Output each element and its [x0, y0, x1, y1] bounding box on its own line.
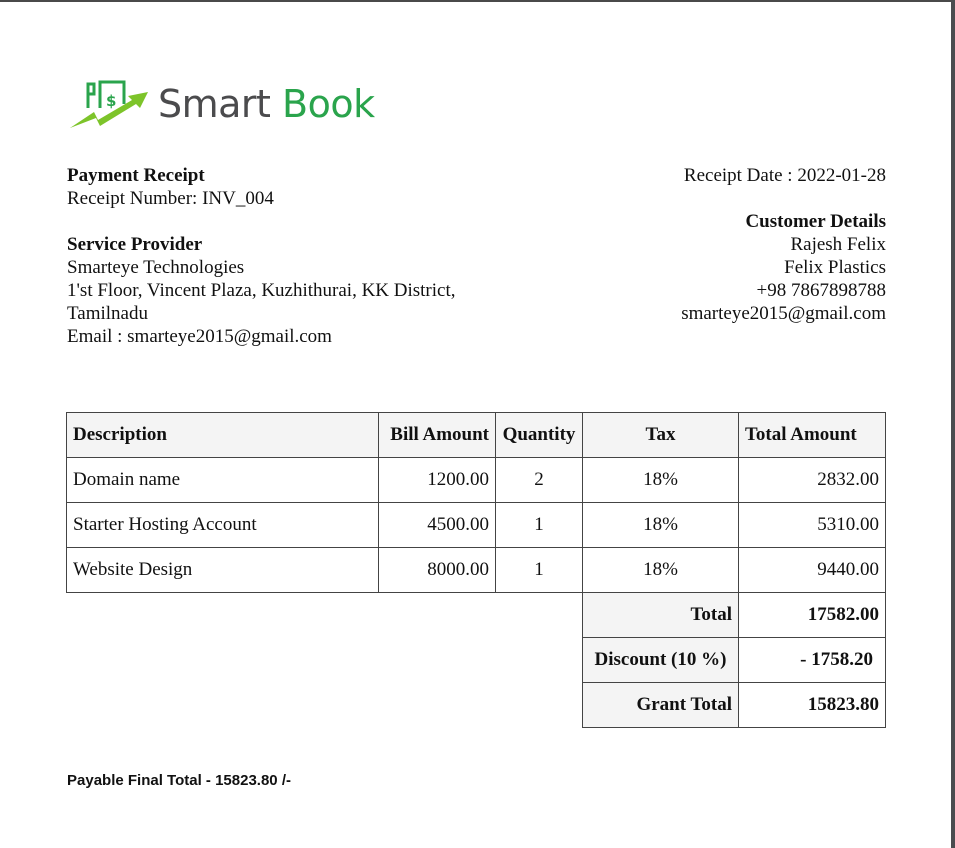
table-row [67, 458, 886, 503]
viewer-scrollbar-edge [951, 0, 955, 848]
cell-description: Website Design [67, 548, 379, 593]
receipt-number: Receipt Number: INV_004 [67, 188, 274, 209]
grand-total-value: 15823.80 [739, 683, 886, 728]
cell-total: 2832.00 [739, 458, 886, 503]
table-row [67, 548, 886, 593]
customer-company: Felix Plastics [784, 257, 886, 278]
summary-row-discount [67, 638, 886, 683]
customer-heading: Customer Details [745, 211, 886, 232]
provider-address-line1: 1'st Floor, Vincent Plaza, Kuzhithurai, KK District, [67, 280, 456, 301]
summary-row-grand-total [67, 683, 886, 728]
receipt-and-provider-block [67, 164, 456, 348]
cell-total: 5310.00 [739, 503, 886, 548]
provider-email: Email : smarteye2015@gmail.com [67, 326, 332, 347]
header-description: Description [67, 413, 379, 458]
cell-description: Starter Hosting Account [67, 503, 379, 548]
header-tax: Tax [583, 413, 739, 458]
page-top-edge [0, 0, 955, 2]
cell-quantity: 1 [496, 503, 583, 548]
receipt-title: Payment Receipt [67, 165, 205, 186]
header-bill-amount: Bill Amount [379, 413, 496, 458]
receipt-date: Receipt Date : 2022-01-28 [683, 165, 886, 186]
cell-description: Domain name [67, 458, 379, 503]
table-row [67, 503, 886, 548]
grand-total-label: Grant Total [583, 683, 739, 728]
cell-bill-amount: 4500.00 [379, 503, 496, 548]
summary-row-total [67, 593, 886, 638]
cell-bill-amount: 8000.00 [379, 548, 496, 593]
cell-quantity: 2 [496, 458, 583, 503]
discount-value: - 1758.20 [739, 638, 886, 683]
cell-tax: 18% [583, 548, 739, 593]
provider-address-line2: Tamilnadu [67, 303, 148, 324]
customer-email: smarteye2015@gmail.com [681, 303, 886, 324]
cell-total: 9440.00 [739, 548, 886, 593]
header-quantity: Quantity [496, 413, 583, 458]
header-total-amount: Total Amount [739, 413, 886, 458]
date-and-customer-block [681, 164, 886, 325]
cell-bill-amount: 1200.00 [379, 458, 496, 503]
provider-heading: Service Provider [67, 234, 203, 255]
customer-name: Rajesh Felix [790, 234, 886, 255]
payable-final-total: Payable Final Total - 15823.80 /- [67, 772, 291, 789]
total-label: Total [583, 593, 739, 638]
brand-logo [68, 78, 375, 130]
discount-label: Discount (10 %) [583, 638, 739, 683]
total-value: 17582.00 [739, 593, 886, 638]
brand-name: Smart Book [158, 82, 375, 126]
cell-quantity: 1 [496, 548, 583, 593]
table-header-row [67, 413, 886, 458]
money-growth-arrow-icon [68, 78, 154, 130]
customer-phone: +98 7867898788 [756, 280, 886, 301]
line-items-table [66, 412, 886, 728]
cell-tax: 18% [583, 458, 739, 503]
cell-tax: 18% [583, 503, 739, 548]
svg-text:$: $ [106, 92, 117, 110]
provider-name: Smarteye Technologies [67, 257, 245, 278]
